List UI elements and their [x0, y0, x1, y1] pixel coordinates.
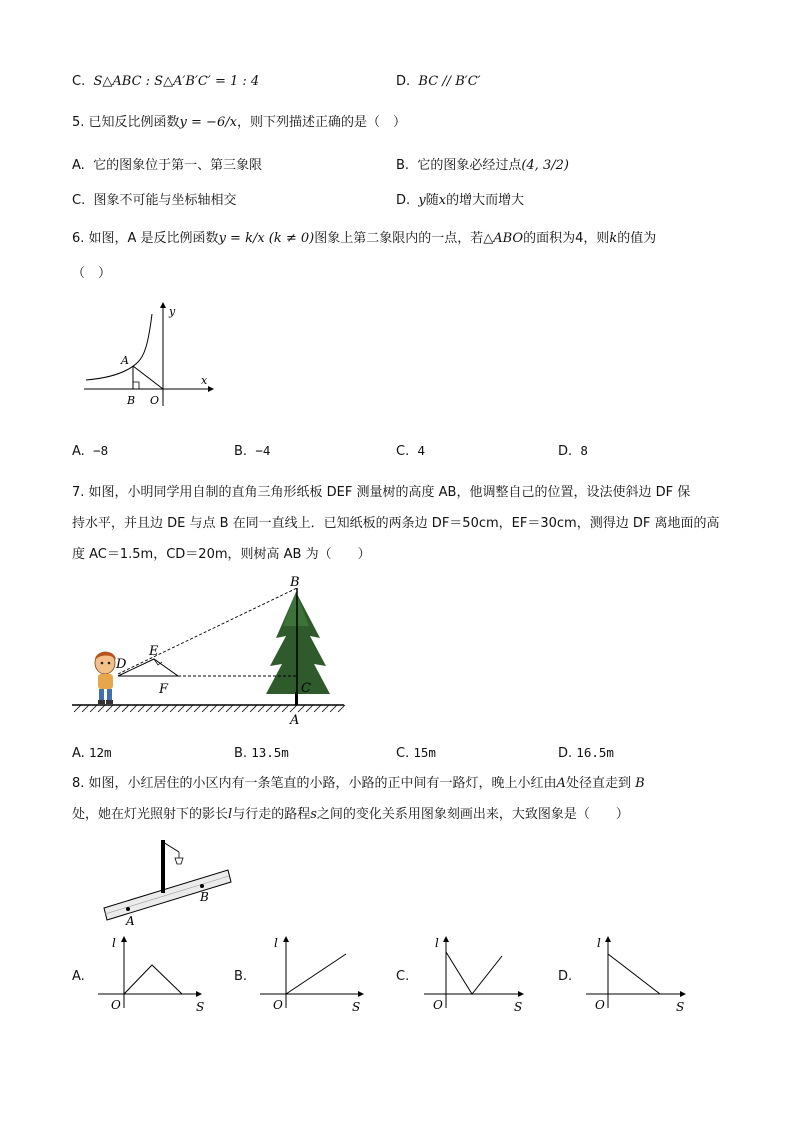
- q6-figure: [80, 300, 220, 410]
- q8-stem-l2-b: 与行走的路程: [232, 807, 311, 822]
- q8-lamp-arm: [163, 842, 179, 852]
- q6-stem: [72, 229, 656, 249]
- q5-option-b-text: 它的图象必经过点: [417, 158, 522, 173]
- q5-option-d-text-1: 随: [425, 193, 439, 208]
- q5-stem-before: 5. 已知反比例函数: [72, 115, 180, 130]
- q7-option-c-value: 15m: [413, 745, 436, 760]
- q6-option-d[interactable]: [558, 441, 588, 462]
- q5-option-a[interactable]: [72, 156, 262, 176]
- q8-option-c-label[interactable]: C.: [396, 969, 410, 984]
- q6-stem-2: 图象上第二象限内的一点，若: [314, 231, 484, 246]
- q4-option-d[interactable]: [396, 72, 481, 92]
- q7-option-d-label: D.: [558, 746, 573, 761]
- q6-hyperbola-curve: [86, 314, 152, 380]
- q6-option-b-label: B.: [234, 444, 248, 459]
- q6-option-a-label: A.: [72, 444, 85, 459]
- q8-graph-c[interactable]: [420, 932, 540, 1016]
- q6-formula: y = k/x (k ≠ 0): [218, 231, 315, 246]
- q8-graph-d-axis-s: S: [676, 1000, 685, 1014]
- q5-option-d-var-x: x: [438, 193, 447, 208]
- q8-road-middle-line: [105, 876, 229, 914]
- q7-label-e: E: [149, 644, 159, 659]
- q8-label-a: A: [126, 914, 135, 928]
- q8-var-b: B: [635, 776, 645, 791]
- q7-option-a-label: A.: [72, 746, 85, 761]
- q6-y-axis-arrow: [160, 302, 166, 308]
- q8-graph-c-curve: [446, 952, 502, 994]
- q6-area: 4: [575, 231, 584, 246]
- q6-option-d-value: 8: [580, 443, 588, 458]
- q5-option-d-label: D.: [396, 193, 411, 208]
- q6-segment-ao: [133, 366, 163, 389]
- q6-option-b-value: −4: [255, 443, 271, 458]
- q7-option-a[interactable]: [72, 743, 112, 764]
- q8-graph-b[interactable]: [256, 932, 376, 1016]
- q8-graph-d-origin: O: [595, 998, 605, 1012]
- q5-option-b-point: (4, 3/2): [521, 158, 569, 173]
- q8-graph-b-axis-l: l: [274, 936, 278, 950]
- q7-option-b-value: 13.5m: [251, 745, 289, 760]
- q5-option-c-text: 图象不可能与坐标轴相交: [93, 193, 237, 208]
- q4-option-c-label: C.: [72, 74, 86, 89]
- q8-option-d-label[interactable]: D.: [558, 969, 573, 984]
- q5-stem-after: ，则下列描述正确的是（ ）: [236, 115, 406, 130]
- q7-label-b: B: [290, 575, 300, 590]
- q6-stem-1: 6. 如图，A 是反比例函数: [72, 231, 219, 246]
- q4-option-c[interactable]: [72, 72, 259, 92]
- q8-point-a: [126, 907, 130, 911]
- q8-var-s: s: [310, 807, 317, 822]
- q7-option-b[interactable]: [234, 743, 289, 764]
- q8-var-a: A: [556, 776, 566, 791]
- q7-option-b-label: B.: [234, 746, 248, 761]
- q8-graph-b-curve: [286, 954, 346, 994]
- q8-graph-d[interactable]: [582, 932, 702, 1016]
- q6-answer-paren: （ ）: [72, 266, 112, 281]
- q4-option-d-formula: BC // B′C′: [418, 74, 481, 89]
- q5-option-c-label: C.: [72, 193, 86, 208]
- q6-label-o: O: [150, 394, 160, 407]
- q8-graph-a[interactable]: [94, 932, 214, 1016]
- q5-option-d-var-y: y: [418, 193, 426, 208]
- q8-point-b: [200, 884, 204, 888]
- q7-stem-line-1: 7. 如图，小明同学用自制的直角三角形纸板 DEF 测量树的高度 AB，他调整自己的位置，设法使斜边 DF 保: [72, 485, 691, 500]
- q5-option-b[interactable]: [396, 156, 569, 176]
- q8-graph-b-origin: O: [273, 998, 283, 1012]
- q6-option-b[interactable]: [234, 441, 270, 462]
- q7-triangle-def: [118, 659, 178, 676]
- q8-graph-d-curve: [608, 954, 660, 994]
- q6-label-b: B: [127, 394, 136, 407]
- q7-option-a-value: 12m: [88, 745, 112, 760]
- q6-right-angle-mark: [133, 382, 139, 389]
- q5-formula: y = −6/x: [179, 115, 237, 130]
- q6-option-a[interactable]: [72, 441, 108, 462]
- q6-var-k: k: [609, 231, 618, 246]
- q8-graph-a-axis-l: l: [112, 936, 116, 950]
- q7-option-c-label: C.: [396, 746, 410, 761]
- q7-label-a: A: [290, 713, 300, 728]
- q8-graph-d-axis-l: l: [597, 936, 601, 950]
- q6-label-a: A: [121, 354, 129, 367]
- q7-tree: [266, 592, 330, 705]
- q6-stem-4: ，则: [583, 231, 610, 246]
- q8-stem-l1-b: 处径直走到: [565, 776, 631, 791]
- q6-option-c[interactable]: [396, 441, 425, 462]
- q6-option-a-value: −8: [93, 443, 109, 458]
- q5-option-a-label: A.: [72, 158, 85, 173]
- q8-graph-a-axis-s: S: [196, 1000, 205, 1014]
- q5-option-c[interactable]: [72, 191, 237, 211]
- q8-stem-l1-a: 8. 如图，小红居住的小区内有一条笔直的小路，小路的正中间有一路灯，晚上小红由: [72, 776, 557, 791]
- q7-option-c[interactable]: [396, 743, 436, 764]
- q7-option-d-value: 16.5m: [576, 745, 614, 760]
- q6-option-d-label: D.: [558, 444, 573, 459]
- q5-option-d[interactable]: [396, 191, 524, 211]
- q7-sight-line-db: [118, 588, 297, 674]
- q6-stem-3: 的面积为: [523, 231, 576, 246]
- q8-stem-line-1: [72, 774, 645, 794]
- q8-graph-a-curve: [124, 965, 182, 994]
- q7-boy-figure: [95, 652, 116, 704]
- q8-graph-c-axis-s: S: [514, 1000, 523, 1014]
- q8-lamp-head-icon: [175, 858, 183, 864]
- q8-graph-c-axis-l: l: [435, 936, 439, 950]
- q8-option-a-label[interactable]: A.: [72, 969, 85, 984]
- q7-label-d: D: [116, 657, 127, 672]
- q8-var-l: l: [228, 807, 233, 822]
- q5-option-a-text: 它的图象位于第一、第三象限: [93, 158, 263, 173]
- q6-option-c-value: 4: [417, 443, 426, 458]
- q7-stem-line-3: 度 AC＝1.5m，CD＝20m，则树高 AB 为（ ）: [72, 547, 371, 562]
- q8-stem-l2-c: 之间的变化关系用图象刻画出来，大致图象是（ ）: [316, 807, 629, 822]
- q6-option-c-label: C.: [396, 444, 410, 459]
- q5-option-d-text-2: 的增大而增大: [446, 193, 525, 208]
- q7-figure: [70, 574, 355, 730]
- q8-path-figure: [100, 838, 235, 928]
- q8-graph-b-axis-s: S: [352, 1000, 361, 1014]
- q6-stem-5: 的值为: [617, 231, 657, 246]
- q6-triangle: △ABO: [483, 231, 524, 246]
- q8-stem-line-2: [72, 805, 629, 825]
- q5-stem: [72, 113, 406, 133]
- q7-label-f: F: [159, 682, 169, 697]
- q6-label-y: y: [169, 305, 176, 318]
- q7-option-d[interactable]: [558, 743, 614, 764]
- q7-ground-hatching: [74, 705, 345, 712]
- q7-stem-line-2: 持水平，并且边 DE 与点 B 在同一直线上．已知纸板的两条边 DF＝50cm，EF＝30cm，测得边 DF 离地面的高: [72, 516, 720, 531]
- q6-label-x: x: [201, 374, 208, 387]
- q7-label-c: C: [301, 681, 311, 696]
- q8-label-b: B: [200, 890, 209, 904]
- q6-x-axis-arrow: [208, 386, 214, 392]
- q8-graph-a-origin: O: [111, 998, 121, 1012]
- q8-graph-c-origin: O: [433, 998, 443, 1012]
- q8-stem-l2-a: 处，她在灯光照射下的影长: [72, 807, 229, 822]
- q4-option-c-formula: S△ABC : S△A′B′C′ = 1 : 4: [93, 74, 260, 89]
- q5-option-b-label: B.: [396, 158, 410, 173]
- q4-option-d-label: D.: [396, 74, 411, 89]
- q8-lamp-post: [161, 840, 165, 893]
- q8-option-b-label[interactable]: B.: [234, 969, 248, 984]
